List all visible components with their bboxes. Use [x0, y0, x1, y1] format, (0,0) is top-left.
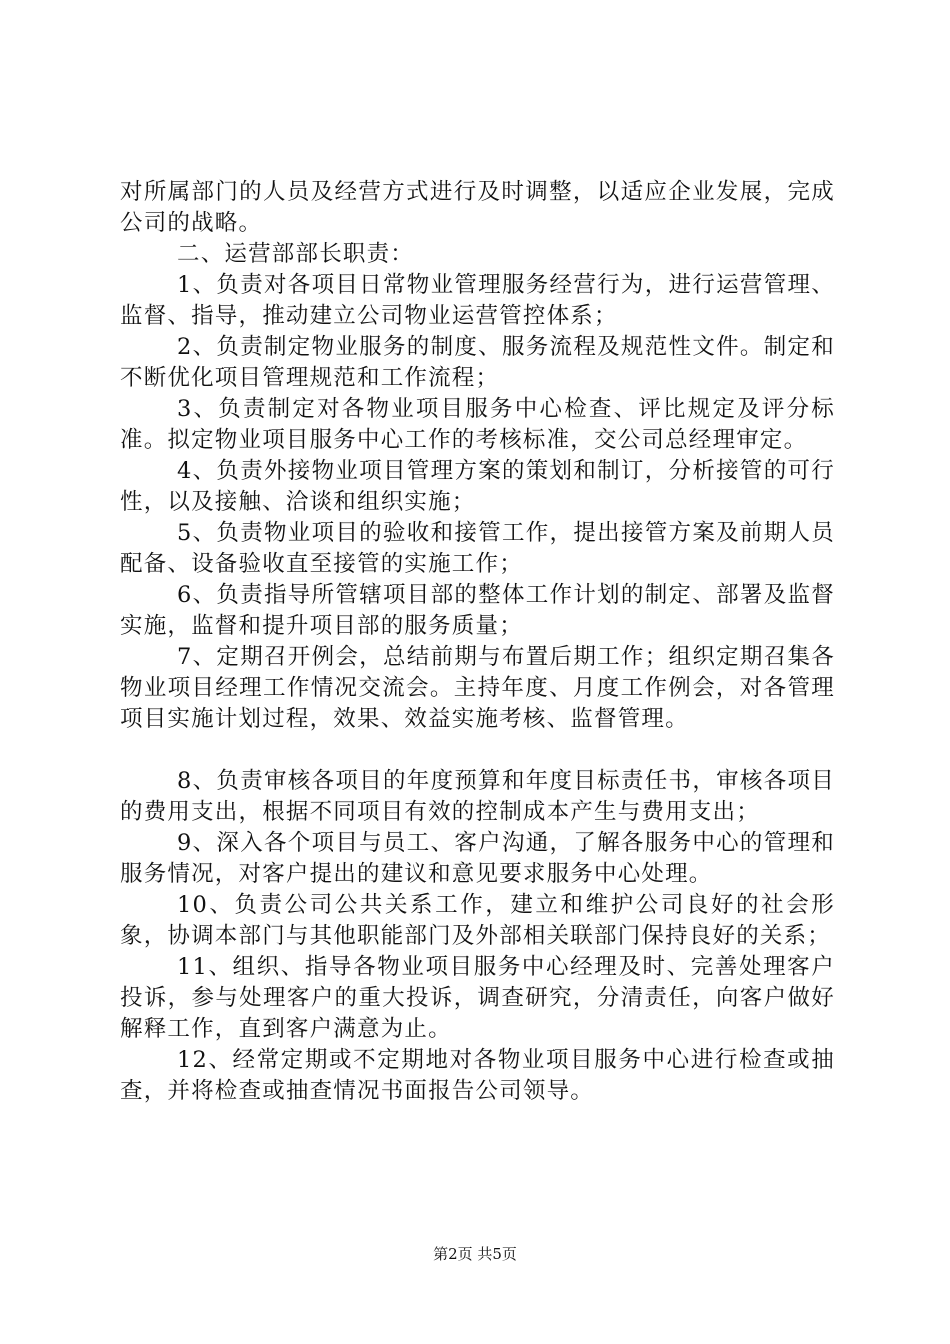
- duty-item-7: 7、定期召开例会，总结前期与布置后期工作；组织定期召集各物业项目经理工作情况交流会。主持年度、月度工作例会，对各管理项目实施计划过程，效果、效益实施考核、监督管理。: [120, 644, 835, 732]
- duty-item-3: 3、负责制定对各物业项目服务中心检查、评比规定及评分标准。拟定物业项目服务中心工作的考核标准，交公司总经理审定。: [120, 396, 835, 453]
- section-heading: 二、运营部部长职责：: [177, 241, 415, 267]
- duty-item-12: 12、经常定期或不定期地对各物业项目服务中心进行检查或抽查，并将检查或抽查情况书面报告公司领导。: [120, 1047, 835, 1104]
- duty-item-11: 11、组织、指导各物业项目服务中心经理及时、完善处理客户投诉，参与处理客户的重大投诉，调查研究，分清责任，向客户做好解释工作，直到客户满意为止。: [120, 954, 835, 1042]
- duty-item-5: 5、负责物业项目的验收和接管工作，提出接管方案及前期人员配备、设备验收直至接管的实施工作；: [120, 520, 835, 577]
- duty-item-10: 10、负责公司公共关系工作，建立和维护公司良好的社会形象，协调本部门与其他职能部门及外部相关联部门保持良好的关系；: [120, 892, 835, 949]
- document-body: [120, 177, 835, 1107]
- duty-item-9: 9、深入各个项目与员工、客户沟通，了解各服务中心的管理和服务情况，对客户提出的建议和意见要求服务中心处理。: [120, 830, 835, 887]
- duty-item-1: 1、负责对各项目日常物业管理服务经营行为，进行运营管理、监督、指导，推动建立公司物业运营管控体系；: [120, 272, 835, 329]
- duty-item-4: 4、负责外接物业项目管理方案的策划和制订，分析接管的可行性，以及接触、洽谈和组织实施；: [120, 458, 835, 515]
- duty-item-8: 8、负责审核各项目的年度预算和年度目标责任书，审核各项目的费用支出，根据不同项目有效的控制成本产生与费用支出；: [120, 768, 835, 825]
- duty-item-2: 2、负责制定物业服务的制度、服务流程及规范性文件。制定和不断优化项目管理规范和工作流程；: [120, 334, 835, 391]
- paragraph-continuation: 对所属部门的人员及经营方式进行及时调整，以适应企业发展，完成公司的战略。: [120, 179, 835, 236]
- duty-item-6: 6、负责指导所管辖项目部的整体工作计划的制定、部署及监督实施，监督和提升项目部的服务质量；: [120, 582, 835, 639]
- page-number-footer: 第2页 共5页: [433, 1245, 517, 1263]
